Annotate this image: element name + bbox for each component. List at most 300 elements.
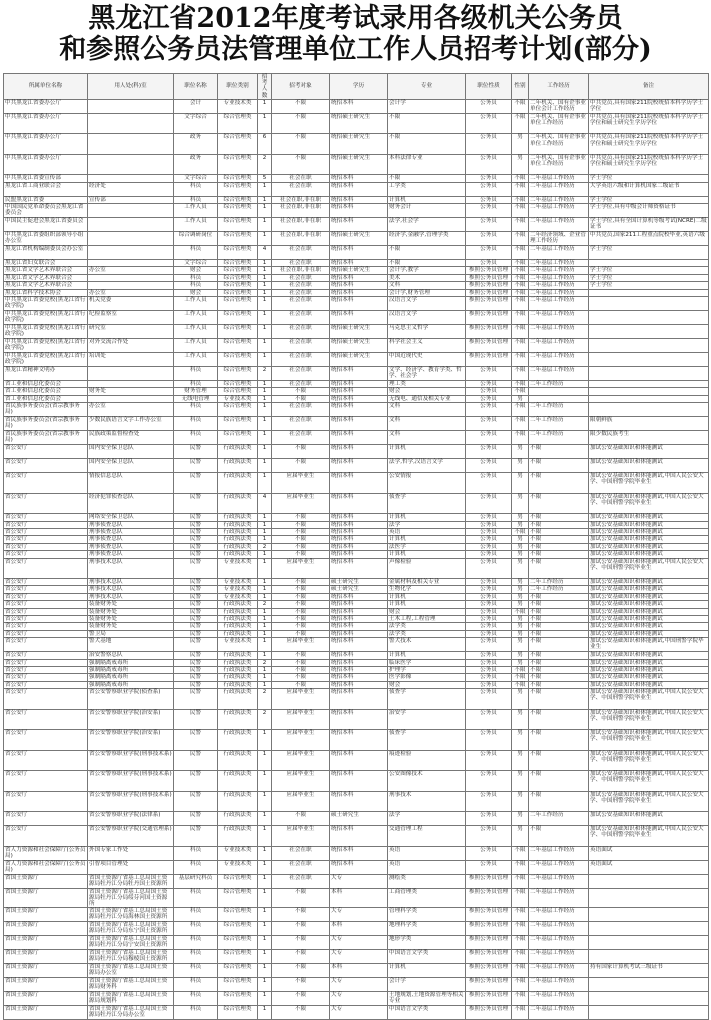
table-cell: 不限 — [272, 659, 330, 666]
table-row — [4, 674, 709, 681]
table-cell: 临床医学 — [388, 659, 466, 666]
table-cell: 加试公安基础知识和体能测试,中国人民公安大学、中国刑警学院毕业生 — [589, 473, 709, 494]
table-cell: 统招本科 — [330, 593, 388, 600]
table-cell: 不限 — [512, 182, 529, 196]
table-cell: 公务员 — [466, 771, 512, 792]
table-cell: 省国土资源厅 — [4, 908, 88, 922]
table-cell: 不限 — [529, 750, 589, 771]
table-cell: 2 — [258, 689, 272, 710]
table-cell: 1 — [258, 353, 272, 367]
table-cell — [589, 950, 709, 964]
table-cell: 不限 — [272, 601, 330, 608]
table-cell: 不限 — [272, 395, 330, 402]
table-cell — [589, 403, 709, 417]
table-cell: 行政执法类 — [218, 521, 258, 528]
table-cell: 社会在职,非在职 — [272, 204, 330, 218]
table-cell: 不限 — [272, 521, 330, 528]
table-cell: 二年基层工作经历 — [529, 297, 589, 311]
table-cell: 刑事技术总队 — [88, 579, 174, 586]
table-cell: 省公安厅 — [4, 623, 88, 630]
table-cell: 工商管理类 — [388, 888, 466, 908]
table-cell: 装备财务处 — [88, 608, 174, 615]
table-cell: 中共党员,具有国家211院校统招本科学历学士学位和硕士研究生学历学位 — [589, 134, 709, 155]
table-cell: 不限 — [529, 638, 589, 652]
table-cell: 中共黑龙江省委宣传部 — [4, 175, 88, 182]
table-cell: 综合管理类 — [218, 282, 258, 289]
table-row — [4, 196, 709, 203]
table-cell: 省国土资源厅省基工总局国土资源局牡丹江分局东宁国土资源所 — [88, 922, 174, 936]
table-cell: 省公安厅 — [4, 638, 88, 652]
table-cell: 统招本科 — [330, 652, 388, 659]
table-cell: 专业技术类 — [218, 395, 258, 402]
table-cell: 1 — [258, 381, 272, 388]
table-cell: 男 — [512, 771, 529, 792]
table-cell: 公务员 — [466, 638, 512, 652]
table-cell: 省公安厅 — [4, 593, 88, 600]
table-cell: 1 — [258, 652, 272, 659]
column-header: 职位类别 — [218, 74, 258, 100]
table-cell: 科员 — [174, 950, 218, 964]
table-cell: 民警 — [174, 514, 218, 521]
table-cell: 统招本科 — [330, 431, 388, 445]
table-cell: 男 — [512, 551, 529, 558]
table-cell: 1 — [258, 325, 272, 339]
table-cell: 不限 — [388, 260, 466, 267]
table-cell: 省公安警察职业学院(侦查系) — [88, 689, 174, 710]
table-cell: 二年工作经历 — [529, 431, 589, 445]
table-cell: 男 — [512, 579, 529, 586]
table-cell: 统招本科 — [330, 666, 388, 673]
table-cell: 痕迹检验 — [388, 750, 466, 771]
table-cell: 中共黑龙江省委党校(黑龙江省行政学院) — [5, 339, 86, 352]
table-cell: 加试公安基础知识和体能测试 — [589, 514, 709, 521]
table-cell — [88, 134, 174, 155]
table-cell: 6 — [258, 134, 272, 155]
table-row — [4, 666, 709, 673]
table-cell: 行政执法类 — [218, 459, 258, 473]
table-cell: 装备财务处 — [88, 616, 174, 623]
table-cell: 不限 — [272, 666, 330, 673]
table-cell: 专业技术类 — [218, 638, 258, 652]
table-cell: 行政执法类 — [218, 514, 258, 521]
table-cell: 硕士研究生 — [330, 586, 388, 593]
recruitment-plan-table — [3, 73, 709, 1020]
table-cell: 不限 — [512, 403, 529, 417]
table-cell: 省公安厅 — [4, 608, 88, 615]
table-cell: 刑事侦查总队 — [88, 521, 174, 528]
table-cell: 应届毕业生 — [272, 791, 330, 812]
table-cell: 护理学 — [388, 666, 466, 673]
table-cell: 民警 — [174, 791, 218, 812]
table-cell: 不限 — [512, 274, 529, 281]
table-cell: 学士学位 — [589, 246, 709, 260]
table-cell: 少数民族语言文字工作办公室 — [88, 417, 174, 431]
table-cell: 不限 — [512, 260, 529, 267]
table-cell: 社会在职 — [272, 403, 330, 417]
table-cell: 1 — [258, 395, 272, 402]
table-cell: 1 — [258, 846, 272, 860]
table-cell: 限少数民族考生 — [589, 431, 709, 445]
table-cell: 无线电管理 — [174, 395, 218, 402]
table-cell: 综合管理类 — [218, 936, 258, 950]
table-cell: 1 — [258, 558, 272, 579]
table-cell: 计算机 — [388, 964, 466, 978]
table-cell: 1 — [258, 514, 272, 521]
table-cell: 应届毕业生 — [272, 473, 330, 494]
table-cell: 不限 — [272, 674, 330, 681]
table-cell: 公务员 — [466, 630, 512, 637]
table-cell: 加试公安基础知识和体能测试,中国人民公安大学、中国刑警学院毕业生 — [589, 791, 709, 812]
table-cell: 社会在职 — [272, 325, 330, 339]
table-cell: 民警 — [174, 616, 218, 623]
table-cell: 统招本科 — [330, 608, 388, 615]
table-cell: 不限 — [272, 652, 330, 659]
table-cell: 科员 — [174, 1006, 218, 1020]
table-cell: 1 — [258, 260, 272, 267]
table-row — [4, 888, 709, 908]
table-cell: 加试公安基础知识和体能测试 — [589, 445, 709, 459]
table-cell: 民警 — [174, 689, 218, 710]
table-row — [4, 267, 709, 274]
table-cell: 公务员 — [466, 367, 512, 381]
table-cell: 行政执法类 — [218, 623, 258, 630]
table-cell: 会计学 — [388, 99, 466, 113]
table-row — [4, 771, 709, 792]
table-cell: 限朝鲜族 — [589, 417, 709, 431]
table-cell: 社会在职 — [272, 297, 330, 311]
table-cell: 省国土资源厅 — [4, 922, 88, 936]
table-cell: 不限 — [272, 630, 330, 637]
table-row — [4, 395, 709, 402]
table-cell: 综合管理类 — [218, 339, 258, 353]
table-cell: 二年基层工作经历 — [529, 978, 589, 992]
table-cell: 金属材料及相关专业 — [388, 579, 466, 586]
table-cell: 美术 — [388, 274, 466, 281]
table-cell — [88, 246, 174, 260]
table-cell: 科员 — [174, 246, 218, 260]
table-cell: 对外交流合作处 — [88, 339, 174, 353]
table-cell: 行政执法类 — [218, 543, 258, 550]
table-cell: 统招本科 — [330, 638, 388, 652]
table-cell: 不限 — [272, 459, 330, 473]
table-row — [4, 459, 709, 473]
table-cell: 不限 — [388, 134, 466, 155]
table-cell: 综合管理类 — [218, 196, 258, 203]
table-cell: 不限 — [272, 99, 330, 113]
table-cell: 黑龙江省文学艺术界联合会 — [4, 267, 88, 274]
table-cell: 培训处 — [88, 353, 174, 367]
table-cell: 综合管理类 — [218, 874, 258, 888]
table-cell: 不限 — [512, 99, 529, 113]
table-cell: 加试公安基础知识和体能测试 — [589, 616, 709, 623]
table-cell: 公务员 — [466, 417, 512, 431]
table-cell: 经济学,金融学,管理学类 — [388, 232, 466, 246]
table-cell: 不限 — [272, 978, 330, 992]
table-cell: 综合管理类 — [218, 289, 258, 296]
table-cell: 侦查学 — [388, 493, 466, 514]
table-cell: 1 — [258, 992, 272, 1006]
table-cell: 文科 — [388, 282, 466, 289]
table-cell: 专业技术类 — [218, 99, 258, 113]
table-cell: 二年基层工作经历 — [529, 175, 589, 182]
table-cell: 应届毕业生 — [272, 689, 330, 710]
column-header: 招考对象 — [272, 74, 330, 100]
table-cell: 二年工作经历 — [529, 586, 589, 593]
table-cell: 中共党员,具有国家211院校统招本科学历学士学位和硕士研究生学历学位 — [589, 113, 709, 134]
table-cell: 1 — [258, 812, 272, 826]
table-cell: 统招本科 — [330, 493, 388, 514]
table-cell: 男 — [512, 730, 529, 751]
table-cell: 文字综合 — [174, 113, 218, 134]
table-cell: 男 — [512, 134, 529, 155]
table-cell: 省公安厅 — [4, 616, 88, 623]
table-cell: 公务员 — [466, 586, 512, 593]
table-row — [4, 558, 709, 579]
table-cell: 综合管理类 — [218, 992, 258, 1006]
table-row — [4, 282, 709, 289]
table-cell: 民警 — [174, 473, 218, 494]
table-cell: 省公安厅 — [4, 826, 88, 847]
table-cell: 统招硕士研究生 — [330, 113, 388, 134]
table-cell: 不限 — [272, 529, 330, 536]
table-cell: 工学类 — [388, 182, 466, 196]
table-cell: 省公安厅 — [4, 529, 88, 536]
table-cell: 加试公安基础知识和体能测试 — [589, 674, 709, 681]
table-cell: 统招本科 — [330, 750, 388, 771]
table-cell: 省公安警察职业学院(治安系) — [88, 730, 174, 751]
table-row — [4, 431, 709, 445]
table-cell: 中共黑龙江省委党校(黑龙江省行政学院) — [5, 297, 86, 310]
table-cell: 社会在职 — [272, 246, 330, 260]
table-cell: 社会在职,非在职 — [272, 218, 330, 232]
table-cell: 1 — [258, 196, 272, 203]
table-cell: 不限 — [529, 652, 589, 659]
table-cell: 1 — [258, 791, 272, 812]
table-cell: 4 — [258, 246, 272, 260]
table-cell: 加试公安基础知识和体能测试 — [589, 601, 709, 608]
table-cell: 省国土资源厅 — [4, 978, 88, 992]
table-cell: 公务员 — [466, 113, 512, 134]
table-cell: 行政执法类 — [218, 473, 258, 494]
table-cell: 省公安厅 — [4, 445, 88, 459]
table-cell: 2 — [258, 154, 272, 175]
table-cell: 黑龙江省科学技术协会 — [4, 289, 88, 296]
table-cell: 民警 — [174, 681, 218, 688]
table-cell: 省公安厅 — [4, 558, 88, 579]
table-cell: 财务处 — [88, 388, 174, 395]
table-cell: 地形学类 — [388, 936, 466, 950]
column-header: 用人处(科)室 — [88, 74, 174, 100]
table-cell: 社会在职 — [272, 860, 330, 874]
table-cell: 1 — [258, 232, 272, 246]
table-cell: 测绘类 — [388, 874, 466, 888]
table-cell: 不限 — [529, 551, 589, 558]
table-row — [4, 521, 709, 528]
table-cell: 男 — [512, 395, 529, 402]
table-cell: 刑事技术总队 — [88, 586, 174, 593]
table-row — [4, 260, 709, 267]
table-cell: 科员 — [174, 964, 218, 978]
table-row — [4, 473, 709, 494]
table-cell: 省公安厅 — [4, 730, 88, 751]
table-cell: 黑龙江省机构编制委员会办公室 — [4, 246, 88, 260]
table-cell: 1 — [258, 204, 272, 218]
table-cell: 行政执法类 — [218, 608, 258, 615]
table-cell: 黑龙江省文学艺术界联合会 — [4, 282, 88, 289]
table-cell: 二年基层工作经历 — [529, 289, 589, 296]
table-cell: 省公安厅 — [4, 586, 88, 593]
document-title-line-1: 黑龙江省2012年度考试录用各级机关公务员 — [88, 3, 623, 34]
table-cell: 社会在职 — [272, 175, 330, 182]
table-cell: 统招本科 — [330, 274, 388, 281]
table-cell: 统招本科 — [330, 681, 388, 688]
table-cell: 计算机 — [388, 593, 466, 600]
table-cell: 不限 — [512, 113, 529, 134]
table-cell: 大学英语六级和计算机国家二级证书 — [589, 182, 709, 196]
table-cell: 不限 — [272, 154, 330, 175]
table-cell: 本科 — [330, 922, 388, 936]
table-cell: 行政执法类 — [218, 445, 258, 459]
table-cell: 统招本科 — [330, 297, 388, 311]
table-cell: 社会在职 — [272, 846, 330, 860]
table-cell: 男 — [512, 586, 529, 593]
table-cell: 统招本科 — [330, 601, 388, 608]
table-cell: 男 — [512, 601, 529, 608]
table-row — [4, 593, 709, 600]
table-cell: 不限 — [272, 623, 330, 630]
table-cell: 1 — [258, 536, 272, 543]
table-cell: 不限 — [512, 218, 529, 232]
table-cell: 不限 — [272, 888, 330, 908]
table-cell: 二年基层工作经历 — [529, 218, 589, 232]
table-cell: 参照公务员管理 — [466, 908, 512, 922]
table-cell — [589, 908, 709, 922]
table-cell: 省公安厅 — [4, 689, 88, 710]
table-cell: 民警 — [174, 666, 218, 673]
table-cell: 男 — [512, 154, 529, 175]
table-cell: 行政执法类 — [218, 529, 258, 536]
table-cell: 科员 — [174, 978, 218, 992]
table-cell — [589, 388, 709, 395]
column-header: 职位性质 — [466, 74, 512, 100]
table-cell: 英语 — [388, 846, 466, 860]
table-cell: 1 — [258, 267, 272, 274]
table-cell: 刑事侦查总队 — [88, 543, 174, 550]
table-cell: 民警 — [174, 630, 218, 637]
table-cell: 加试公安基础知识和体能测试 — [589, 812, 709, 826]
table-cell — [88, 367, 174, 381]
table-cell: 参照公务员管理 — [466, 992, 512, 1006]
table-cell: 装备财务处 — [88, 623, 174, 630]
table-cell: 不限 — [512, 431, 529, 445]
table-cell: 公务员 — [466, 709, 512, 730]
table-cell: 不限 — [272, 388, 330, 395]
table-cell: 不限 — [512, 674, 529, 681]
table-cell: 学士学位,具有中级会计师资格证书 — [589, 204, 709, 218]
table-cell: 计算机 — [388, 445, 466, 459]
table-cell: 中共黑龙江省委党校(黑龙江省行政学院) — [5, 353, 86, 366]
table-cell — [88, 99, 174, 113]
table-cell: 专业技术类 — [218, 579, 258, 586]
table-cell: 不限 — [512, 289, 529, 296]
table-cell: 不限 — [529, 730, 589, 751]
table-cell: 公务员 — [466, 473, 512, 494]
table-cell: 行政执法类 — [218, 771, 258, 792]
table-row — [4, 134, 709, 155]
table-row — [4, 232, 709, 246]
table-cell: 二年经济领域、企业管理工作经历 — [529, 232, 589, 246]
table-cell: 二年机关、国有企事业单位工作经历 — [529, 134, 589, 155]
table-cell: 男 — [512, 459, 529, 473]
table-cell: 不限 — [512, 608, 529, 615]
table-cell: 社会在职 — [272, 289, 330, 296]
table-cell: 统招本科 — [330, 182, 388, 196]
table-cell: 省国土资源厅省基工总局国土资源局财务科 — [88, 978, 174, 992]
table-body — [4, 99, 709, 1019]
table-cell — [589, 260, 709, 267]
table-cell: 二年基层工作经历 — [529, 274, 589, 281]
table-cell: 统招本科 — [330, 529, 388, 536]
table-cell: 不限 — [512, 936, 529, 950]
table-cell: 不限 — [529, 529, 589, 536]
table-cell: 财会 — [174, 289, 218, 296]
table-cell: 治安警察总队 — [88, 652, 174, 659]
table-cell: 应届毕业生 — [272, 771, 330, 792]
table-cell — [88, 218, 174, 232]
table-cell: 社会在职 — [272, 260, 330, 267]
table-row — [4, 922, 709, 936]
table-cell: 统招本科 — [330, 445, 388, 459]
table-cell: 中国国民党革命委员会黑龙江省委员会 — [4, 204, 88, 218]
table-cell: 不限 — [272, 922, 330, 936]
table-cell — [589, 297, 709, 311]
table-cell: 国内安全保卫总队 — [88, 445, 174, 459]
table-cell: 1 — [258, 182, 272, 196]
table-cell: 刑事技术 — [388, 791, 466, 812]
table-cell — [589, 353, 709, 367]
table-cell: 综合管理类 — [218, 311, 258, 325]
table-cell: 公务员 — [466, 750, 512, 771]
table-cell: 男 — [512, 826, 529, 847]
table-cell: 加试公安基础知识和体能测试,中国人民公安大学、中国刑警学院毕业生 — [589, 558, 709, 579]
table-cell: 省国土资源厅省基工总局国土资源局牡丹江分局绥芬河国土资源所 — [88, 888, 174, 908]
table-cell: 中共党员,国家211工程重点院校毕业,英语六级 — [589, 232, 709, 246]
table-cell: 中共黑龙江省委办公厅 — [4, 99, 88, 113]
table-cell: 医学影像 — [388, 674, 466, 681]
table-row — [4, 1006, 709, 1020]
table-cell: 参照公务员管理 — [466, 282, 512, 289]
table-row — [4, 791, 709, 812]
table-cell: 警卫局 — [88, 630, 174, 637]
table-cell: 不限 — [272, 950, 330, 964]
table-cell: 1 — [258, 218, 272, 232]
table-cell: 公务员 — [466, 674, 512, 681]
table-cell: 1 — [258, 638, 272, 652]
table-cell: 不限 — [529, 558, 589, 579]
table-cell: 交通管理工程 — [388, 826, 466, 847]
table-cell: 省国土资源厅 — [4, 964, 88, 978]
table-cell: 二年工作经历 — [529, 812, 589, 826]
table-cell: 民警 — [174, 543, 218, 550]
table-cell: 不限 — [512, 992, 529, 1006]
table-row — [4, 381, 709, 388]
table-cell: 不限 — [512, 196, 529, 203]
table-cell: 法学 — [388, 812, 466, 826]
table-cell: 本科 — [330, 964, 388, 978]
table-cell: 民警 — [174, 529, 218, 536]
table-cell: 统招本科 — [330, 521, 388, 528]
table-cell — [88, 282, 174, 289]
